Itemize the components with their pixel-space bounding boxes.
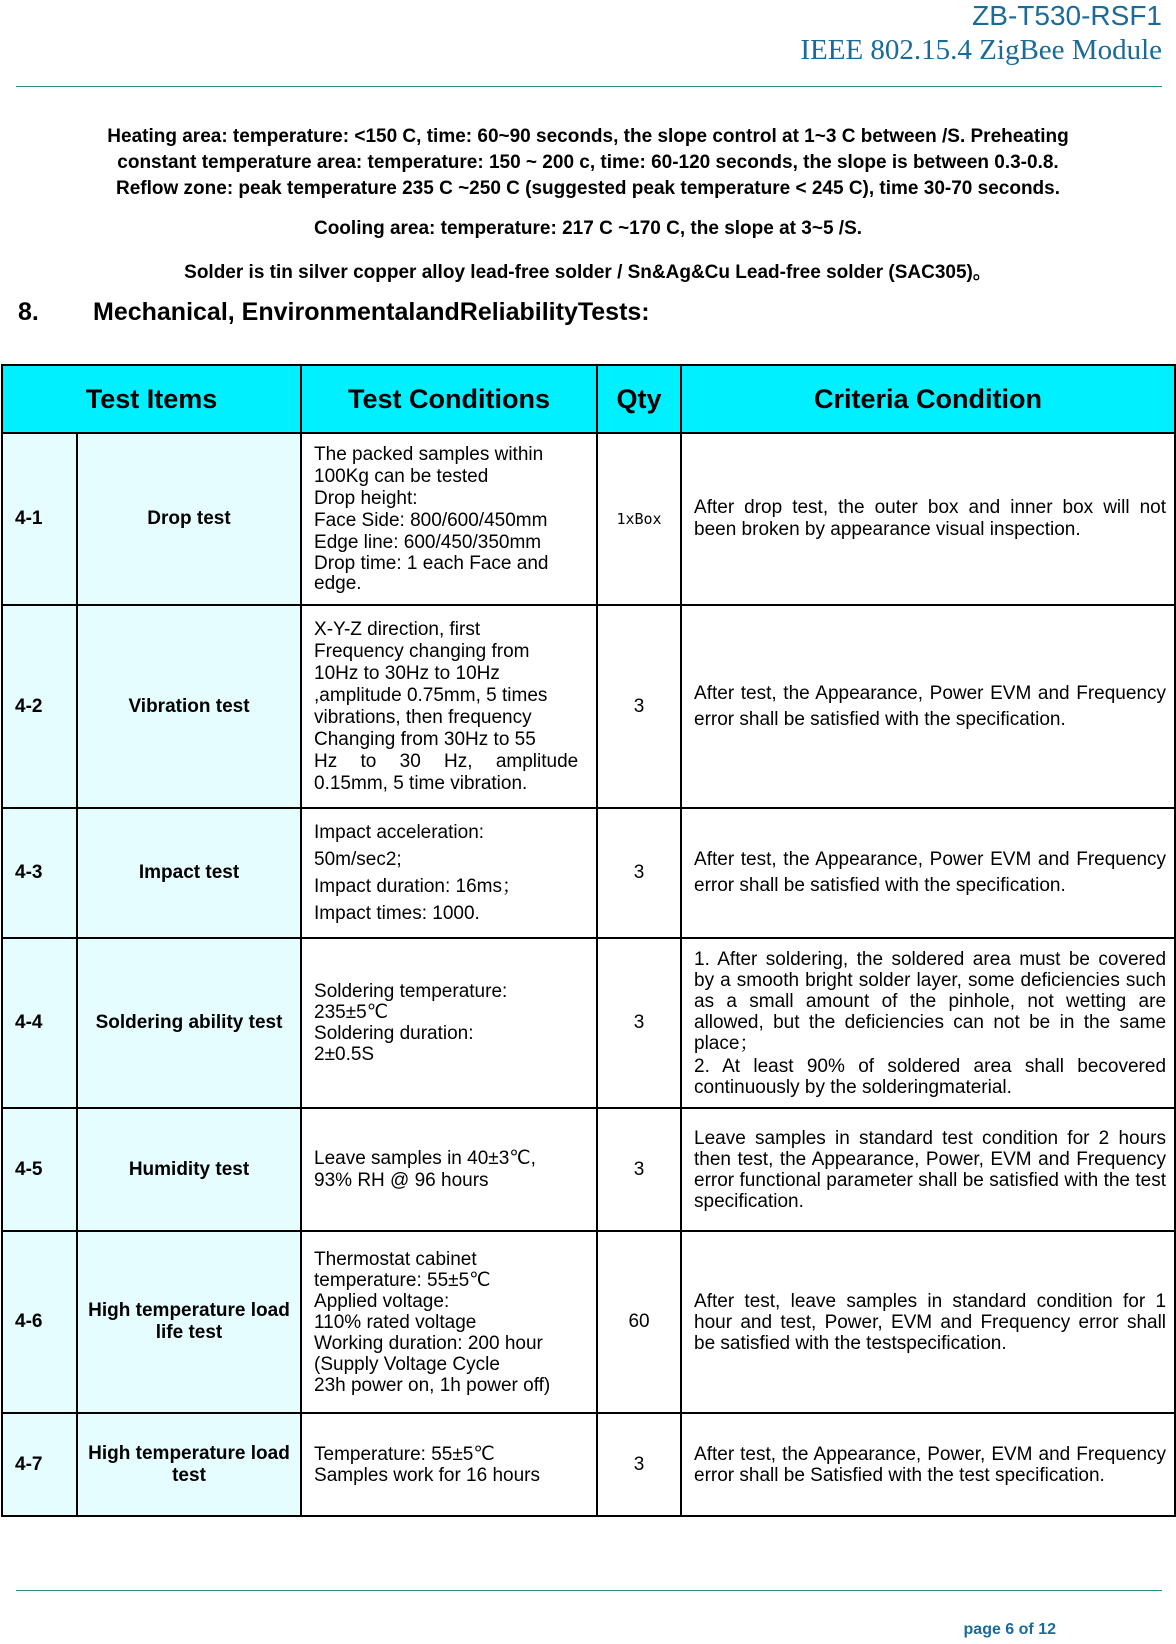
table-row [2, 605, 1175, 808]
row-test-item: Soldering ability test [77, 938, 301, 1108]
row-criteria: 1. After soldering, the soldered area must be covered by a smooth bright solder layer, some deficiencies such as a small amount of the pinhole, not wetting are allowed, but the deficiencies can not be in the same place； 2. At least 90% of soldered area shall becovered continuously by the solderingmaterial. [681, 938, 1175, 1108]
row-criteria: After test, the Appearance, Power EVM and Frequency error shall be satisfied with the specification. [681, 605, 1175, 808]
row-qty: 3 [597, 808, 681, 938]
row-qty: 60 [597, 1231, 681, 1413]
row-conditions: Leave samples in 40±3℃, 93% RH @ 96 hours [301, 1108, 597, 1231]
row-id: 4-1 [2, 433, 77, 605]
intro-heating-line: Heating area: temperature: <150 C, time: 60~90 seconds, the slope control at 1~3 C between /S. Preheating [107, 126, 1069, 147]
document-model-number: ZB-T530-RSF1 [972, 0, 1162, 31]
table-row [2, 1231, 1175, 1413]
row-qty: 1xBox [597, 433, 681, 605]
row-criteria: Leave samples in standard test condition for 2 hours then test, the Appearance, Power, EVM and Frequency error functional parameter shall be satisfied with the test specification. [681, 1108, 1175, 1231]
row-criteria: After test, the Appearance, Power, EVM and Frequency error shall be Satisfied with the test specification. [681, 1413, 1175, 1516]
row-id: 4-3 [2, 808, 77, 938]
row-test-item: Drop test [77, 433, 301, 605]
header-test-items: Test Items [2, 365, 301, 433]
row-conditions: Temperature: 55±5℃ Samples work for 16 hours [301, 1413, 597, 1516]
document-subtitle: IEEE 802.15.4 ZigBee Module [800, 34, 1162, 66]
row-criteria: After test, leave samples in standard condition for 1 hour and test, Power, EVM and Frequency error shall be satisfied with the testspecification. [681, 1231, 1175, 1413]
row-id: 4-7 [2, 1413, 77, 1516]
section-number: 8. [18, 298, 39, 326]
header-divider [16, 86, 1162, 87]
table-header-row [2, 365, 1175, 433]
page-number: page 6 of 12 [963, 1621, 1056, 1638]
row-id: 4-2 [2, 605, 77, 808]
intro-reflow-line: Reflow zone: peak temperature 235 C ~250 C (suggested peak temperature < 245 C), time 30-70 seconds. [115, 178, 1061, 199]
row-conditions: The packed samples within 100Kg can be tested Drop height: Face Side: 800/600/450mm Edge line: 600/450/350mm Drop time: 1 each Face and edge. [301, 433, 597, 605]
header-qty: Qty [597, 365, 681, 433]
row-qty: 3 [597, 1413, 681, 1516]
row-conditions: X-Y-Z direction, first Frequency changing from 10Hz to 30Hz to 10Hz ,amplitude 0.75mm, 5 times vibrations, then frequency Changing from 30Hz to 55 Hz to 30 Hz, amplitude 0.15mm, 5 time vibration. [301, 605, 597, 808]
row-id: 4-4 [2, 938, 77, 1108]
intro-preheating-line: constant temperature area: temperature: 150 ~ 200 c, time: 60-120 seconds, the slope is between 0.3-0.8. [117, 152, 1059, 173]
row-qty: 3 [597, 605, 681, 808]
row-criteria: After test, the Appearance, Power EVM and Frequency error shall be satisfied with the specification. [681, 808, 1175, 938]
intro-cooling-line: Cooling area: temperature: 217 C ~170 C, the slope at 3~5 /S. [313, 218, 863, 239]
row-id: 4-5 [2, 1108, 77, 1231]
row-id: 4-6 [2, 1231, 77, 1413]
table-row [2, 433, 1175, 605]
table-row [2, 938, 1175, 1108]
table-row [2, 1108, 1175, 1231]
section-title: Mechanical, EnvironmentalandReliabilityTests: [93, 298, 650, 326]
row-conditions: Soldering temperature: 235±5℃ Soldering duration: 2±0.5S [301, 938, 597, 1108]
reliability-test-table [1, 364, 1176, 1517]
header-test-conditions: Test Conditions [301, 365, 597, 433]
row-test-item: Vibration test [77, 605, 301, 808]
row-test-item: High temperature load test [77, 1413, 301, 1516]
footer-divider [16, 1590, 1162, 1591]
row-qty: 3 [597, 938, 681, 1108]
intro-solder-line: Solder is tin silver copper alloy lead-free solder / Sn&Ag&Cu Lead-free solder (SAC305)。 [184, 262, 992, 283]
row-test-item: High temperature load life test [77, 1231, 301, 1413]
table-row [2, 808, 1175, 938]
row-conditions: Impact acceleration: 50m/sec2; Impact duration: 16ms； Impact times: 1000. [301, 808, 597, 938]
section-heading [18, 298, 650, 327]
table-row [2, 1413, 1175, 1516]
header-criteria: Criteria Condition [681, 365, 1175, 433]
row-test-item: Humidity test [77, 1108, 301, 1231]
row-criteria: After drop test, the outer box and inner box will not been broken by appearance visual inspection. [681, 433, 1175, 605]
row-test-item: Impact test [77, 808, 301, 938]
row-conditions: Thermostat cabinet temperature: 55±5℃ Applied voltage: 110% rated voltage Working duration: 200 hour (Supply Voltage Cycle 23h power on, 1h power off) [301, 1231, 597, 1413]
row-qty: 3 [597, 1108, 681, 1231]
